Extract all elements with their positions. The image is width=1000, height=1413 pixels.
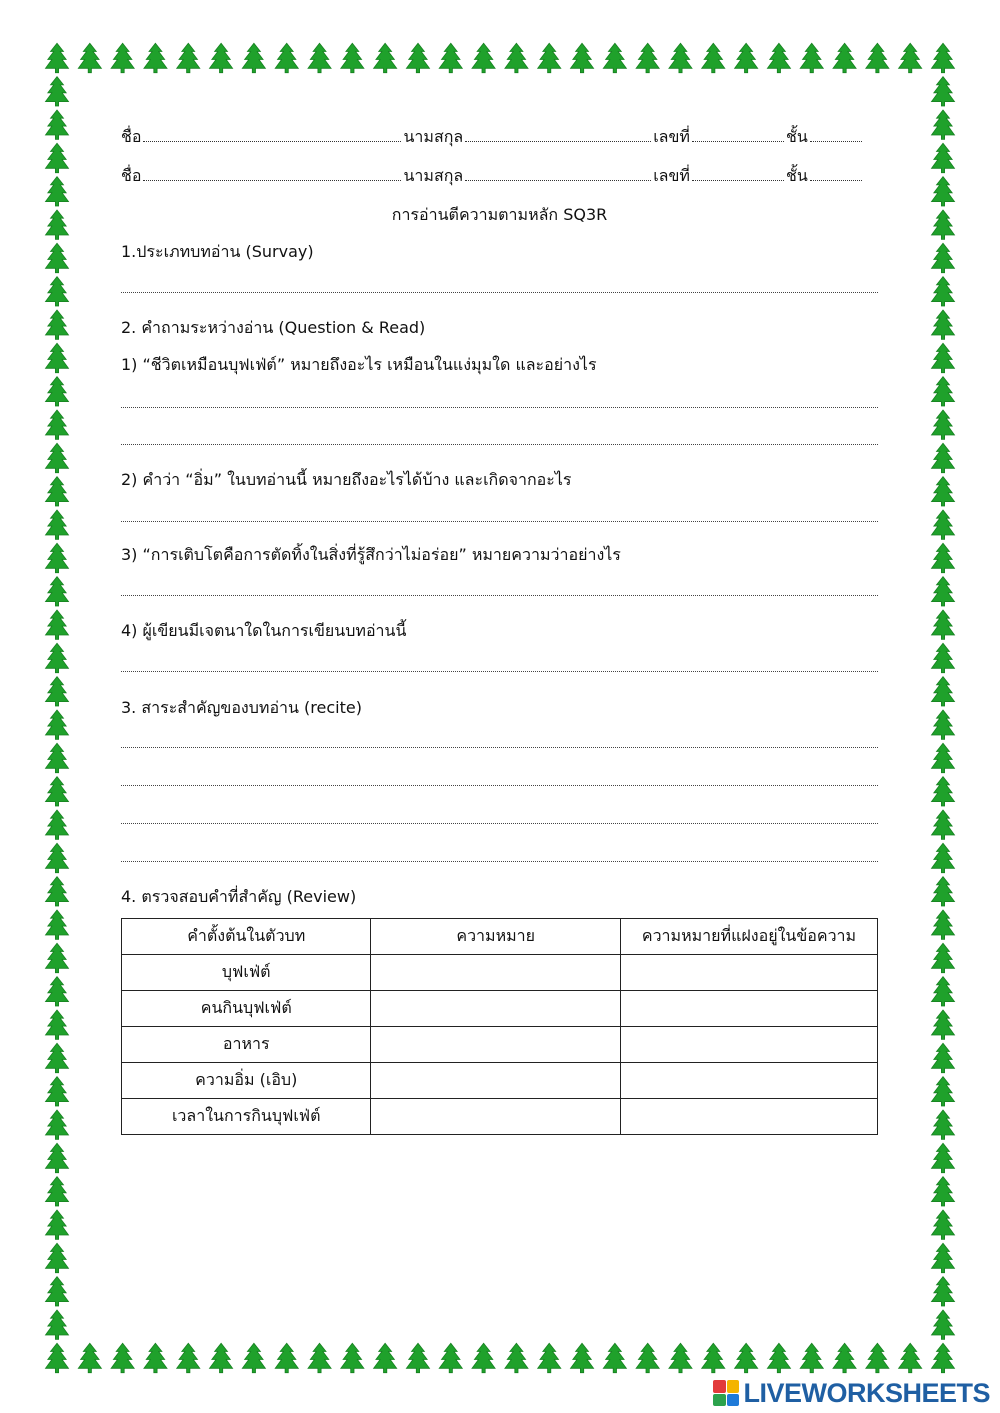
meaning-cell[interactable] [371,1099,620,1135]
hidden-meaning-cell[interactable] [620,1027,877,1063]
number-field[interactable] [692,166,784,181]
tree-icon [46,1210,69,1239]
tree-icon [932,1010,955,1039]
section-recite: 3. สาระสำคัญของบทอ่าน (recite) [121,698,362,717]
tree-icon [46,243,69,272]
number-label: เลขที่ [653,166,690,185]
tree-icon [46,643,69,672]
tree-icon [439,43,462,72]
tree-icon [46,510,69,539]
column-header: คำตั้งต้นในตัวบท [122,919,371,955]
tree-icon [932,477,955,506]
tree-icon [603,43,626,72]
name-label: ชื่อ [121,166,142,185]
tree-icon [932,977,955,1006]
name-field[interactable] [143,166,401,181]
tree-icon [46,410,69,439]
meaning-cell[interactable] [371,955,620,991]
tree-icon [275,43,298,72]
name-label: ชื่อ [121,127,142,146]
tree-icon [932,410,955,439]
tree-icon [406,1343,429,1372]
meaning-cell[interactable] [371,1063,620,1099]
table-row [122,955,878,991]
tree-icon [46,843,69,872]
tree-icon [210,43,233,72]
answer-line-recite-4[interactable] [121,861,878,862]
tree-icon [932,677,955,706]
tree-icon [932,543,955,572]
tree-icon [932,743,955,772]
review-table [121,918,878,1135]
question-2: 2) คำว่า “อิ่ม” ในบทอ่านนี้ หมายถึงอะไรได้บ้าง และเกิดจากอะไร [121,470,572,489]
tree-icon [472,1343,495,1372]
tree-icon [46,1277,69,1306]
class-label: ชั้น [785,127,808,146]
keyword-cell: คนกินบุฟเฟ่ต์ [122,991,371,1027]
tree-icon [46,577,69,606]
tree-icon [46,43,69,72]
logo-text: LIVEWORKSHEETS [743,1377,990,1408]
tree-icon [46,1077,69,1106]
class-field[interactable] [810,166,862,181]
number-field[interactable] [692,127,784,142]
section-survey: 1.ประเภทบทอ่าน (Survay) [121,242,314,261]
tree-icon [46,343,69,372]
tree-icon [46,377,69,406]
tree-icon [111,43,134,72]
tree-icon [538,1343,561,1372]
tree-icon [275,1343,298,1372]
tree-icon [932,1177,955,1206]
tree-icon [932,943,955,972]
tree-icon [341,43,364,72]
tree-icon [46,110,69,139]
tree-icon [144,43,167,72]
tree-icon [932,1277,955,1306]
page-title: การอ่านตีความตามหลัก SQ3R [391,205,608,224]
student-info-line-1 [121,125,878,150]
tree-icon [46,1177,69,1206]
surname-field[interactable] [465,127,651,142]
tree-icon [439,1343,462,1372]
tree-icon [111,1343,134,1372]
tree-icon [932,210,955,239]
tree-icon [46,77,69,106]
tree-icon [46,877,69,906]
tree-icon [932,143,955,172]
tree-icon [46,1010,69,1039]
tree-icon [46,1143,69,1172]
tree-icon [899,43,922,72]
keyword-cell: อาหาร [122,1027,371,1063]
answer-line-q4[interactable] [121,671,878,672]
answer-line-q1-b[interactable] [121,444,878,445]
keyword-cell: บุฟเฟ่ต์ [122,955,371,991]
tree-icon [932,577,955,606]
class-label: ชั้น [785,166,808,185]
tree-icon [603,1343,626,1372]
tree-icon [932,177,955,206]
surname-label: นามสกุล [403,127,464,146]
tree-icon [833,43,856,72]
hidden-meaning-cell[interactable] [620,991,877,1027]
tree-icon [46,477,69,506]
tree-icon [932,377,955,406]
tree-icon [46,310,69,339]
tree-icon [341,1343,364,1372]
tree-icon [932,877,955,906]
tree-icon [46,1343,69,1372]
tree-icon [866,1343,889,1372]
tree-icon [932,910,955,939]
tree-icon [932,1210,955,1239]
tree-icon [144,1343,167,1372]
tree-icon [866,43,889,72]
tree-icon [374,43,397,72]
tree-icon [46,1043,69,1072]
tree-icon [571,1343,594,1372]
tree-icon [932,243,955,272]
tree-icon [242,43,265,72]
tree-icon [669,43,692,72]
answer-line-recite-3[interactable] [121,823,878,824]
table-row [122,1027,878,1063]
answer-line-survey[interactable] [121,292,878,293]
tree-icon [932,1310,955,1339]
tree-icon [932,643,955,672]
tree-icon [767,43,790,72]
section-question: 2. คำถามระหว่างอ่าน (Question & Read) [121,318,426,337]
tree-icon [78,1343,101,1372]
hidden-meaning-cell[interactable] [620,955,877,991]
tree-icon [932,277,955,306]
tree-icon [767,1343,790,1372]
tree-icon [308,1343,331,1372]
tree-icon [932,1243,955,1272]
tree-icon [932,1343,955,1372]
tree-icon [932,443,955,472]
tree-icon [242,1343,265,1372]
tree-icon [46,177,69,206]
tree-icon [932,777,955,806]
tree-icon [46,977,69,1006]
tree-icon [932,43,955,72]
tree-icon [78,43,101,72]
tree-icon [571,43,594,72]
keyword-cell: เวลาในการกินบุฟเฟ่ต์ [122,1099,371,1135]
tree-icon [932,110,955,139]
tree-icon [46,743,69,772]
table-row [122,1099,878,1135]
tree-icon [702,43,725,72]
tree-icon [46,810,69,839]
tree-icon [636,43,659,72]
tree-icon [374,1343,397,1372]
tree-icon [932,1143,955,1172]
section-review: 4. ตรวจสอบคำที่สำคัญ (Review) [121,887,357,906]
liveworksheets-logo-icon [713,1380,739,1406]
tree-icon [932,1043,955,1072]
column-header: ความหมาย [371,919,620,955]
tree-icon [46,943,69,972]
tree-icon [932,843,955,872]
tree-icon [46,443,69,472]
tree-icon [800,43,823,72]
tree-icon [46,610,69,639]
meaning-cell[interactable] [371,1027,620,1063]
answer-line-recite-2[interactable] [121,785,878,786]
tree-icon [932,1077,955,1106]
tree-icon [702,1343,725,1372]
table-header-row [122,919,878,955]
tree-icon [46,677,69,706]
meaning-cell[interactable] [371,991,620,1027]
liveworksheets-logo[interactable] [713,1378,990,1408]
class-field[interactable] [810,127,862,142]
hidden-meaning-cell[interactable] [620,1099,877,1135]
tree-icon [177,43,200,72]
tree-icon [177,1343,200,1372]
tree-icon [46,1243,69,1272]
tree-icon [735,43,758,72]
tree-icon [46,277,69,306]
name-field[interactable] [143,127,401,142]
tree-icon [932,610,955,639]
table-row [122,991,878,1027]
keyword-cell: ความอิ่ม (เอิบ) [122,1063,371,1099]
tree-icon [833,1343,856,1372]
tree-icon [46,710,69,739]
tree-icon [46,543,69,572]
answer-line-q1-a[interactable] [121,407,878,408]
tree-icon [505,1343,528,1372]
tree-icon [46,910,69,939]
tree-icon [46,777,69,806]
tree-icon [406,43,429,72]
student-info-line-2 [121,164,878,189]
question-3: 3) “การเติบโตคือการตัดทิ้งในสิ่งที่รู้สึกว่าไม่อร่อย” หมายความว่าอย่างไร [121,545,621,564]
tree-icon [932,343,955,372]
hidden-meaning-cell[interactable] [620,1063,877,1099]
tree-icon [46,210,69,239]
tree-icon [46,1310,69,1339]
tree-icon [46,1110,69,1139]
tree-icon [308,43,331,72]
tree-icon [210,1343,233,1372]
tree-icon [472,43,495,72]
tree-icon [636,1343,659,1372]
answer-line-q2[interactable] [121,521,878,522]
tree-icon [932,310,955,339]
tree-icon [735,1343,758,1372]
tree-icon [932,710,955,739]
answer-line-recite-1[interactable] [121,747,878,748]
surname-field[interactable] [465,166,651,181]
tree-icon [800,1343,823,1372]
tree-icon [932,510,955,539]
tree-icon [46,143,69,172]
answer-line-q3[interactable] [121,595,878,596]
column-header: ความหมายที่แฝงอยู่ในข้อความ [620,919,877,955]
table-row [122,1063,878,1099]
number-label: เลขที่ [653,127,690,146]
question-4: 4) ผู้เขียนมีเจตนาใดในการเขียนบทอ่านนี้ [121,621,407,640]
tree-icon [505,43,528,72]
tree-icon [932,1110,955,1139]
surname-label: นามสกุล [403,166,464,185]
tree-icon [899,1343,922,1372]
tree-icon [932,810,955,839]
question-1: 1) “ชีวิตเหมือนบุฟเฟ่ต์” หมายถึงอะไร เหมือนในแง่มุมใด และอย่างไร [121,355,597,374]
tree-icon [669,1343,692,1372]
tree-icon [932,77,955,106]
tree-icon [538,43,561,72]
